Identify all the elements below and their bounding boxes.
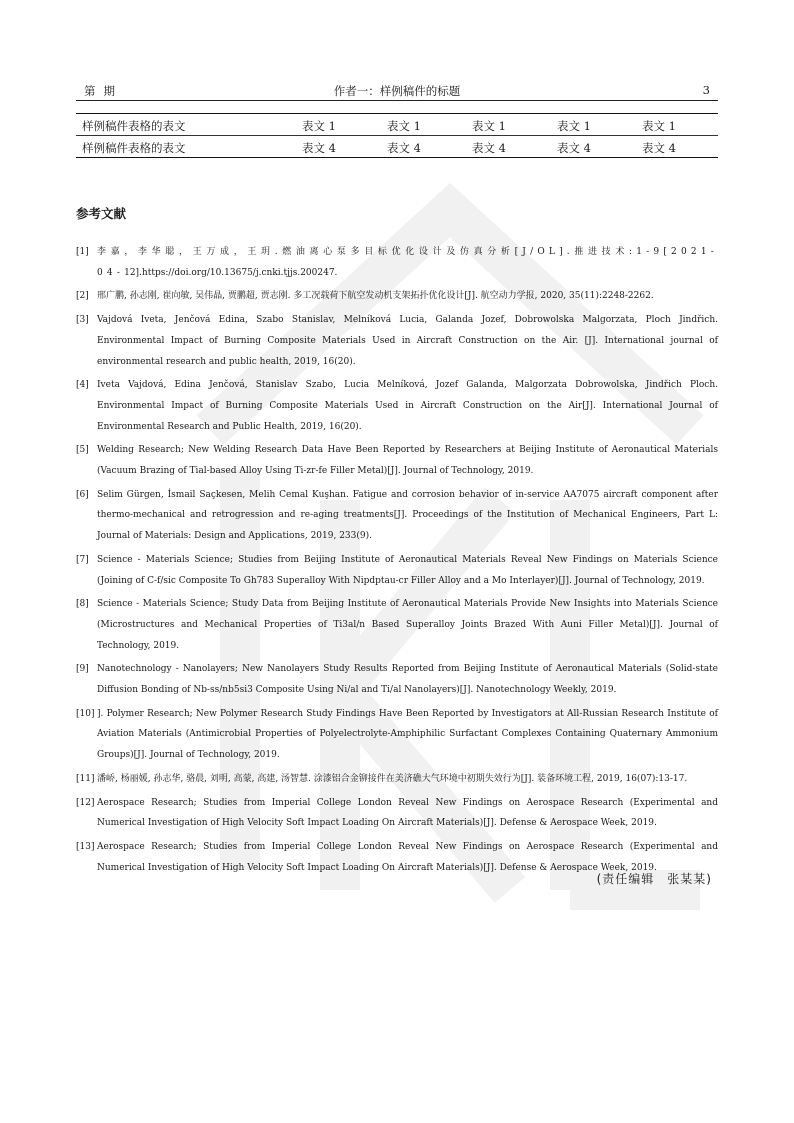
- reference-number: [13]: [76, 841, 95, 852]
- reference-list: [76, 242, 718, 881]
- table-cell: 表文 4: [387, 141, 421, 155]
- reference-number: [2]: [76, 291, 89, 302]
- reference-item: [76, 594, 718, 656]
- reference-number: [1]: [76, 247, 89, 257]
- reference-number: [9]: [76, 664, 89, 675]
- table-cell: 样例稿件表格的表文: [82, 119, 186, 133]
- reference-number: [10]: [76, 708, 95, 719]
- reference-text: Science - Materials Science; Study Data from Beijing Institute of Aeronautical Materials Provide New Insights into Materials Science (Microstructures and Mechanical Properties of Ti3al/n Based Superalloy Joints Brazed With Auni Filler Metal)[J]. Journal of Technology, 2019.: [97, 599, 718, 651]
- reference-item: [76, 485, 718, 547]
- reference-text: Aerospace Research; Studies from Imperial College London Reveal New Findings on Aerospace Research (Experimental and Numerical Investigation of High Velocity Soft Impact Loading On Aircraft Materials)[J]. Defense & Aerospace Week, 2019.: [97, 841, 718, 873]
- table-cell: 表文 4: [642, 141, 676, 155]
- reference-text: 潘峤, 杨丽媛, 孙志华, 骆晨, 刘明, 高蒙, 高建, 汤智慧. 涂漆铝合金铆接件在美济礁大气环境中初期失效行为[J]. 装备环境工程, 2019, 16(07):13-17.: [97, 773, 688, 784]
- reference-item: [76, 242, 718, 283]
- table-row: [76, 135, 718, 157]
- reference-item: [76, 550, 718, 591]
- reference-number: [4]: [76, 380, 89, 391]
- reference-item: [76, 769, 718, 790]
- table-row: [76, 114, 718, 135]
- reference-number: [8]: [76, 599, 89, 610]
- reference-number: [12]: [76, 797, 95, 808]
- reference-number: [6]: [76, 489, 89, 500]
- reference-text: Welding Research; New Welding Research Data Have Been Reported by Researchers at Beijing Institute of Aeronautical Materials (Vacuum Brazing of Tial-based Alloy Using Ti-zr-fe Filler Metal)[J]. Journal of Technology, 2019.: [97, 445, 718, 477]
- reference-number: [3]: [76, 315, 89, 326]
- table-cell: 表文 1: [387, 119, 421, 133]
- reference-text: Iveta Vajdová, Edina Jenčová, Stanislav Szabo, Lucia Melníková, Jozef Galanda, Malgorzata Dobrowolska, Jindřich Ploch. Environmental Impact of Burning Composite Materials Used in Aircraft Construction on the Air[J]. International Journal of Environmental Research and Public Health, 2019, 16(20).: [97, 380, 718, 432]
- reference-item: [76, 704, 718, 766]
- table-cell: 表文 1: [557, 119, 591, 133]
- reference-item: [76, 659, 718, 700]
- running-head-title: 作者一：样例稿件的标题: [333, 84, 461, 98]
- reference-number: [7]: [76, 554, 89, 565]
- reference-number: [5]: [76, 445, 89, 456]
- reference-item: [76, 286, 718, 307]
- reference-item: [76, 440, 718, 481]
- reference-text: Nanotechnology - Nanolayers; New Nanolayers Study Results Reported from Beijing Institute of Aeronautical Materials (Solid-state Diffusion Bonding of Nb-ss/nb5si3 Composite Using Ni/al and Ti/al Nanolayers)[J]. Nanotechnology Weekly, 2019.: [97, 664, 718, 696]
- table-cell: 表文 4: [557, 141, 591, 155]
- reference-text: Vajdová Iveta, Jenčová Edina, Szabo Stanislav, Melníková Lucia, Galanda Jozef, Dobrowolska Malgorzata, Ploch Jindřich. Environmental Impact of Burning Composite Materials Used in Aircraft Construction on the Air. [J]. International journal of environmental research and public health, 2019, 16(20).: [97, 315, 718, 367]
- table-cell: 表文 1: [302, 119, 336, 133]
- reference-number: [11]: [76, 773, 95, 784]
- reference-item: [76, 375, 718, 437]
- table-cell: 表文 4: [472, 141, 506, 155]
- reference-text: 邢广鹏, 孙志刚, 崔向敏, 吴伟晶, 贾鹏超, 贾志刚. 多工况载荷下航空发动机支架拓扑优化设计[J]. 航空动力学报, 2020, 35(11):2248-2262.: [97, 291, 654, 302]
- reference-text: ]. Polymer Research; New Polymer Research Study Findings Have Been Reported by Investigators at All-Russian Research Institute of Aviation Materials (Antimicrobial Properties of Polyelectrolyte-Amphiphilic Surfactant Complexes Containing Quaternary Ammonium Groups)[J]. Journal of Technology, 2019.: [97, 708, 718, 761]
- sample-table: [76, 113, 718, 158]
- running-head: [76, 83, 718, 101]
- reference-text: Selim Gürgen, İsmail Saçkesen, Melih Cemal Kuşhan. Fatigue and corrosion behavior of in-service AA7075 aircraft component after thermo-mechanical and retrogression and re-aging treatments[J]. Proceedings of the Institution of Mechanical Engineers, Part L: Journal of Materials: Design and Applications, 2019, 233(9).: [97, 489, 718, 542]
- references-heading: 参考文献: [76, 206, 127, 221]
- reference-item: [76, 310, 718, 372]
- table-cell: 样例稿件表格的表文: [82, 141, 186, 155]
- running-head-issue: 第期: [84, 84, 123, 98]
- table-cell: 表文 1: [642, 119, 676, 133]
- table-cell: 表文 4: [302, 141, 336, 155]
- editor-note: (责任编辑 张某某): [596, 872, 712, 886]
- reference-item: [76, 793, 718, 834]
- reference-text: Science - Materials Science; Studies from Beijing Institute of Aeronautical Materials Reveal New Findings on Materials Science (Joining of C-f/sic Composite To Gh783 Superalloy With Nipdptau-cr Filler Alloy and a Mo Interlayer)[J]. Journal of Technology, 2019.: [97, 554, 718, 586]
- reference-text: Aerospace Research; Studies from Imperial College London Reveal New Findings on Aerospace Research (Experimental and Numerical Investigation of High Velocity Soft Impact Loading On Aircraft Materials)[J]. Defense & Aerospace Week, 2019.: [97, 797, 718, 829]
- table-cell: 表文 1: [472, 119, 506, 133]
- page-number: 3: [702, 83, 710, 97]
- reference-text: 李嘉，李华聪，王万成，王玥.燃油离心泵多目标优化设计及仿真分析[J/OL].推进技术:1-9[2021-04-12].https://doi.org/10.13675/j.cnki.tjjs.200247.: [97, 247, 718, 278]
